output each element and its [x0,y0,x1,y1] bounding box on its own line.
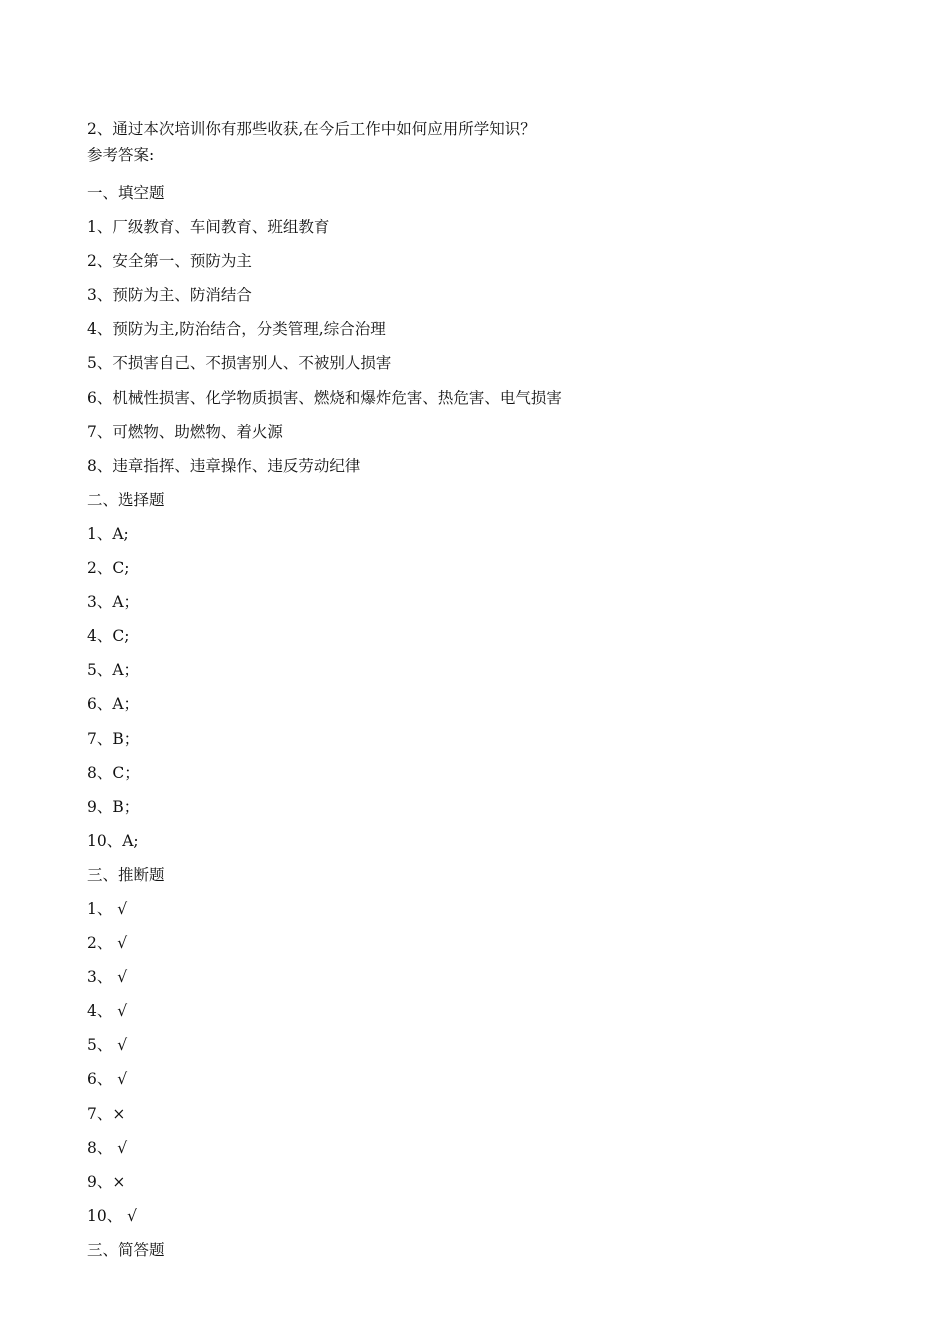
answer-item: 8、违章指挥、违章操作、违反劳动纪律 [87,456,361,475]
answer-item: 7、× [87,1104,126,1123]
answer-item: 7、B； [87,729,140,748]
answer-item: 1、A; [87,524,129,543]
answer-item: 5、 √ [87,1036,128,1055]
answer-item: 5、不损害自己、不损害别人、不被别人损害 [87,354,392,373]
answer-item: 3、 √ [87,968,128,987]
answer-item: 2、C; [87,559,130,578]
answer-item: 9、× [87,1172,126,1191]
answer-item: 4、C; [87,627,130,646]
answer-item: 10、 √ [87,1206,138,1225]
answer-item: 6、 √ [87,1070,128,1089]
answer-item: 7、可燃物、助燃物、着火源 [87,422,283,441]
section-heading-fill: 一、填空题 [87,184,165,202]
section-heading-short: 三、简答题 [87,1240,165,1259]
answer-item: 9、B； [87,797,140,816]
answer-item: 2、 √ [87,934,128,953]
answer-item: 4、 √ [87,1002,128,1021]
question-text: 2、通过本次培训你有那些收获,在今后工作中如何应用所学知识？ [87,120,536,138]
section-heading-judge: 三、推断题 [87,865,165,884]
answers-heading: 参考答案: [87,146,155,164]
answer-item: 5、A； [87,661,140,680]
answer-item: 6、机械性损害、化学物质损害、燃烧和爆炸危害、热危害、电气损害 [87,388,562,407]
answer-item: 3、预防为主、防消结合 [87,286,252,305]
answer-item: 4、预防为主,防治结合，分类管理,综合治理 [87,320,386,339]
section-heading-choice: 二、选择题 [87,490,165,509]
document-body [87,118,887,1273]
answer-item: 1、厂级教育、车间教育、班组教育 [87,218,330,237]
answer-item: 1、 √ [87,899,128,918]
answer-item: 8、 √ [87,1138,128,1157]
answer-item: 10、A; [87,831,139,850]
answer-item: 6、A； [87,695,140,714]
answer-item: 2、安全第一、预防为主 [87,252,252,271]
answer-item: 8、C； [87,763,140,782]
answer-item: 3、A； [87,593,140,612]
